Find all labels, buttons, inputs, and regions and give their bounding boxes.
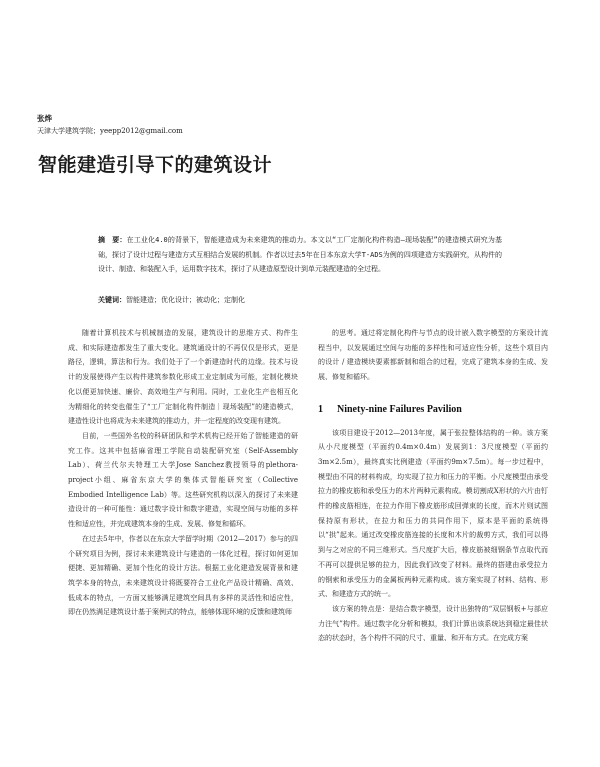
body-paragraph: 该项目建设于2012—2013年度，属于张拉整体结构的一种。该方案从小尺度模型（平面约0.4m×0.4m）发展到1：3尺度模型（平面约3m×2.5m），最终真实比例建造（平面约9m×7.5m）。每一步过程中，模型由不同的材料构成，均实现了拉力和压力的平衡。小尺度模型由承受拉力的橡皮筋和承受压力的木片两种元素构成。模切割成X形状的六片由钉件的橡皮筋相连，在拉力作用下橡皮筋形成回弹束的长度，而木片则试图保持原有形状，在拉力和压力的共同作用下，原本是平面的系统得以“拱”起来。通过改变橡皮筋连接的长度和木片的裁剪方式，我们可以得到与之对应的不同三维形式。当尺度扩大后，橡皮筋被细钢条节点取代而不再可以提供足够的拉力，因此我们改变了材料。最终的搭建由承受拉力的钢索和承受压力的金属板两种元素构成。该方案实现了材料、结构、形式、和建造方式的统一。 <box>318 428 548 599</box>
body-paragraph: 该方案的特点是：是结合数字模型，设计出独特的“双层钢板+与部应力注气”构件。通过数字化分析和模拟，我们计算出该系统达到稳定最佳状态的状态时，各个构件不同的尺寸、重量、和开布方式。在完成方案 <box>318 604 548 643</box>
section-heading <box>318 403 548 418</box>
abstract-label: 摘 要： <box>98 236 127 244</box>
keywords-text: 智能建造；优化设计；被动化；定制化 <box>126 296 245 304</box>
section-number: 1 <box>318 403 323 415</box>
section-title: Ninety-nine Failures Pavilion <box>337 403 462 415</box>
abstract-text: 在工业化4.0的背景下，智能建造成为未来建筑的推动力。本文以“工厂定制化构件构造—现场装配”的建造模式研究为基础，探讨了设计过程与建造方式互相结合发展的机制。作者以过去5年在日本东京大学T-ADS为例的四项建造方实践研究，从构件的设计、制造、和装配入手，运用数字技术，探讨了从建造原型设计到单元装配建造的全过程。 <box>98 236 503 274</box>
body-paragraph: 在过去5年中，作者以在东京大学留学时期（2012—2017）参与的四个研究项目为例，探讨未来建筑设计与建造的一体化过程，探讨如何更加便捷、更加精确、更加个性化的设计方法。根据工业化建造发展背景和建筑学本身的特点，未来建筑设计将既要符合工业化产品设计精确、高效、低成本的特点，一方面又能够满足建筑空间具有多样的灵活性和适应性，即在仍然满足建筑设计基于案例式的特点，能够体现环境的反馈和建筑师 <box>68 534 298 617</box>
paper-title: 智能建造引导下的建筑设计 <box>38 154 273 176</box>
right-column <box>318 326 548 646</box>
left-column <box>68 326 298 620</box>
author-name: 张烨 <box>37 114 52 123</box>
author-affiliation: 天津大学建筑学院；yeepp2012@gmail.com <box>37 127 183 135</box>
keywords <box>98 295 502 305</box>
body-paragraph: 目前，一些国外名校的科研团队和学术机构已经开始了智能建造的研究工作。这其中包括麻省理工学院自动装配研究室（Self-Assembly Lab）、荷兰代尔夫特理工大学Jose Sanchez教授领导的plethora-project小组、麻省东京大学的集体式智能研究室（Collective Embodied Intelligence Lab）等。这些研究机构以深入的探讨了未来建造设计的一种可能性：通过数字设计和数字建造，实现空间与功能的多样性和适应性，并完成建筑本身的生成、发展、修复和循环。 <box>68 431 298 529</box>
keywords-label: 关键词： <box>98 296 126 304</box>
body-paragraph: 随着计算机技术与机械制造的发展，建筑设计的思维方式、构件生成、和实际建造都发生了重大变化。建筑通设计的不再仅仅是形式，更是路径，逻辑，算法和行为。我们处于了一个新建造时代的边缘。技术与设计的发展使得产生以构件建筑参数化形成工业定制成为可能，定制化模块化以便更加快速、廉价、高效地生产与利用。同时，工业化生产也相互化为精细化的转变也催生了“工厂定制化构件制造｜现场装配”的建造模式，建造性设计也将成为未来建筑的推动力，并一定程度的改变现有建筑。 <box>68 329 298 426</box>
body-paragraph: 的思考。通过将定制化构件与节点的设计嵌入数字模型的方案设计流程当中，以发展通过空间与功能的多样性和可适应性分析，这些个项目内的设计 / 建造模块要素都新制和组合的过程，完成了建筑本身的生成、发展、修复和循环。 <box>318 329 548 382</box>
abstract <box>98 233 502 277</box>
